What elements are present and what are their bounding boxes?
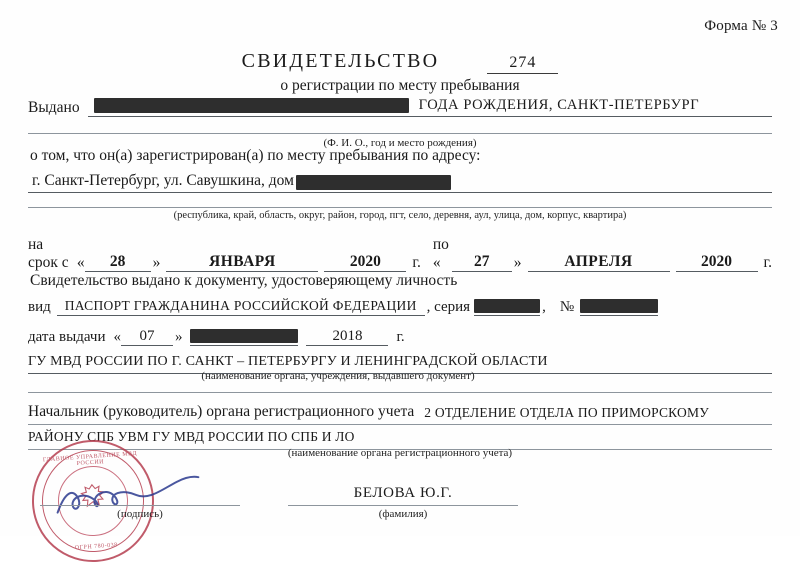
certificate-number: 274 [487,54,558,74]
term-day-from: 28 [85,253,151,272]
identity-kind-value: ПАСПОРТ ГРАЖДАНИНА РОССИЙСКОЙ ФЕДЕРАЦИИ [57,298,425,316]
chief-surname: БЕЛОВА Ю.Г. [353,485,453,501]
issue-date-label: дата выдачи [28,329,106,345]
page-title: СВИДЕТЕЛЬСТВО [241,50,440,72]
redacted-fullname [94,98,409,113]
document-title-row [0,50,800,74]
redacted-issue-month [190,329,298,343]
address-text: г. Санкт-Петербург, ул. Савушкина, дом [32,172,294,189]
stamp-text-top: ГЛАВНОЕ УПРАВЛЕНИЕ МВД РОССИИ [42,450,138,468]
term-month-from: ЯНВАРЯ [166,253,318,272]
redacted-passport-number [580,299,658,313]
surname-rule [288,505,518,506]
identity-intro: Свидетельство выдано к документу, удостоверяющему личность [30,272,458,289]
term-g-to: г. [763,254,772,271]
issued-caption: (Ф. И. О., год и место рождения) [323,137,477,149]
address-caption: (республика, край, область, округ, район, город, пгт, село, деревня, аул, улица, дом, корпус, квартира) [173,210,627,221]
term-quote-close-2: » [513,254,522,271]
term-row [28,236,772,272]
redacted-passport-series [474,299,540,313]
term-month-to: АПРЕЛЯ [528,253,670,272]
rule-under-issued [28,133,772,134]
redacted-address-detail [296,175,451,190]
identity-comma: , [542,299,546,315]
identity-number-label: № [559,299,575,315]
issued-birth-place: ГОДА РОЖДЕНИЯ, САНКТ-ПЕТЕРБУРГ [418,97,700,113]
authority-text: ГУ МВД РОССИИ ПО Г. САНКТ – ПЕТЕРБУРГУ И ЛЕНИНГРАДСКОЙ ОБЛАСТИ [28,354,548,369]
stamp-text-bottom: ОГРН 780-038 [74,542,118,552]
surname-caption: (фамилия) [378,508,428,520]
signature-caption: (подпись) [117,508,163,520]
rule-address-second [28,207,772,208]
identity-kind-label: вид [28,299,51,315]
term-quote-open: « [76,254,85,271]
form-number: Форма № 3 [704,18,778,34]
signature-rule [40,505,240,506]
rule-separator [28,392,772,393]
term-year-to: 2020 [676,253,758,272]
chief-org-line-1: 2 ОТДЕЛЕНИЕ ОТДЕЛА ПО ПРИМОРСКОМУ [424,405,709,420]
chief-row [28,403,772,425]
issued-row [28,96,772,117]
term-quote-close: » [152,254,161,271]
issue-date-quote-open: « [113,329,121,345]
authority-caption: (наименование органа, учреждения, выдавшего документ) [201,370,475,382]
address-row [28,172,772,193]
term-day-to: 27 [452,253,512,272]
chief-org-line-2: РАЙОНУ СПБ УВМ ГУ МВД РОССИИ ПО СПБ И ЛО [28,429,355,444]
issue-date-year: 2018 [306,328,388,346]
term-po: по « [432,236,449,271]
issue-date-g: г. [396,329,405,345]
issue-date-day: 07 [121,328,173,346]
identity-date-row [28,327,772,346]
chief-label: Начальник (руководитель) органа регистрационного учета [28,403,415,420]
issued-label: Выдано [28,99,80,116]
identity-kind-row [28,297,772,316]
document-subtitle: о регистрации по месту пребывания [280,77,520,94]
term-g-from: г. [412,254,421,271]
issue-date-quote-close: » [174,329,183,345]
chief-org-caption: (наименование органа регистрационного учета) [287,447,513,459]
identity-series-label: , серия [426,299,471,315]
term-prefix: на срок с [28,236,69,271]
term-year-from: 2020 [324,253,406,272]
registration-intro: о том, что он(а) зарегистрирован(а) по месту пребывания по адресу: [30,147,481,164]
